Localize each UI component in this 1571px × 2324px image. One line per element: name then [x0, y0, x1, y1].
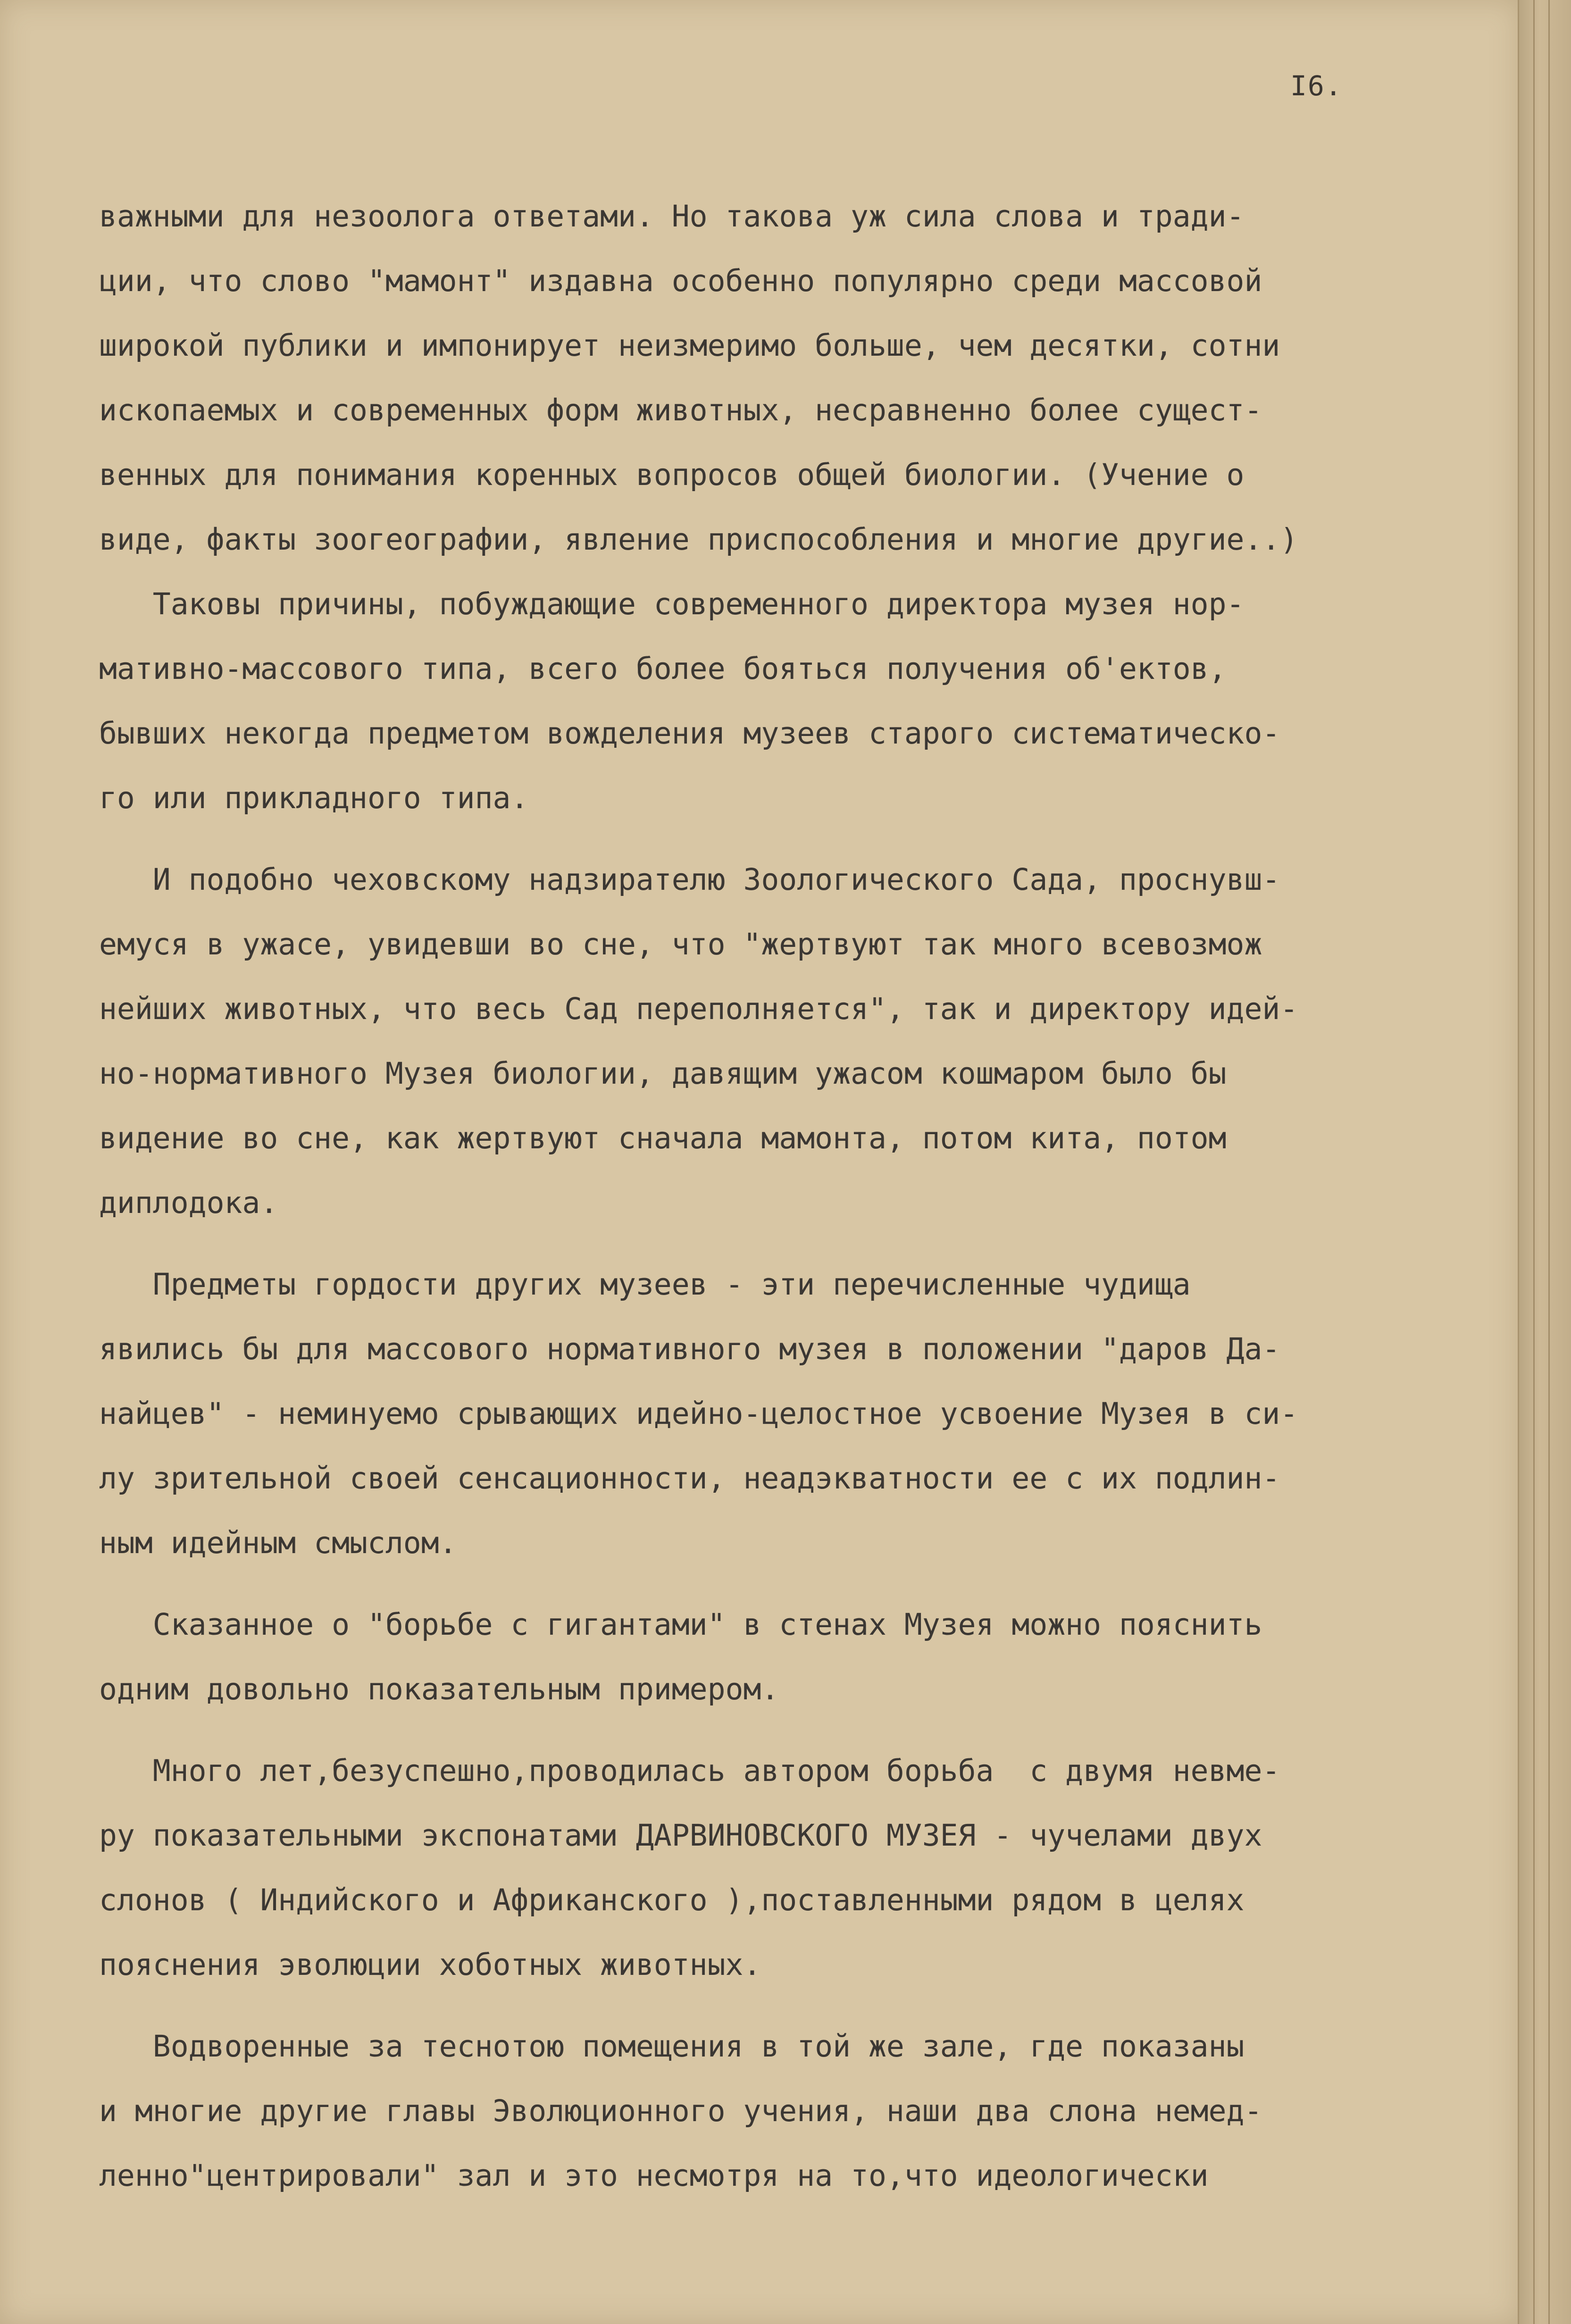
text-line: нейших животных, что весь Сад переполняется", так и директору идей- — [99, 992, 1298, 1026]
paragraph-gap — [99, 1235, 1496, 1252]
text-line: но-нормативного Музея биологии, давящим ужасом кошмаром было бы — [99, 1056, 1227, 1091]
page-edge-line — [1533, 0, 1535, 2324]
text-line: виде, факты зоогеографии, явление приспособления и многие другие..) — [99, 522, 1298, 557]
text-line: широкой публики и импонирует неизмеримо больше, чем десятки, сотни — [99, 328, 1280, 363]
text-line: лу зрительной своей сенсационности, неадэкватности ее с их подлин- — [99, 1461, 1280, 1496]
text-line: ископаемых и современных форм животных, несравненно более сущест- — [99, 393, 1262, 427]
page-number: I6. — [1290, 70, 1343, 102]
text-line: найцев" - неминуемо срывающих идейно-целостное усвоение Музея в си- — [99, 1396, 1298, 1431]
paragraph-gap — [99, 1722, 1496, 1739]
page-edge-strip — [1518, 0, 1571, 2324]
text-line: ции, что слово "мамонт" издавна особенно популярно среди массовой — [99, 264, 1262, 298]
text-line: ленно"центрировали" зал и это несмотря на то,что идеологически — [99, 2158, 1209, 2193]
text-line: слонов ( Индийского и Африканского ),поставленными рядом в целях — [99, 1883, 1245, 1917]
text-line: важными для незоолога ответами. Но такова уж сила слова и тради- — [99, 199, 1245, 234]
text-line: венных для понимания коренных вопросов общей биологии. (Учение о — [99, 458, 1245, 492]
text-line: И подобно чеховскому надзирателю Зоологического Сада, проснувш- — [99, 862, 1280, 897]
text-line: видение во сне, как жертвуют сначала мамонта, потом кита, потом — [99, 1121, 1227, 1155]
paragraph-gap — [99, 1997, 1496, 2014]
text-line: Сказанное о "борьбе с гигантами" в стенах Музея можно пояснить — [99, 1607, 1262, 1642]
text-line: ру показательными экспонатами ДАРВИНОВСКОГО МУЗЕЯ - чучелами двух — [99, 1818, 1262, 1853]
text-line: Много лет,безуспешно,проводилась автором борьба с двумя невме- — [99, 1754, 1280, 1788]
paragraph-gap — [99, 1575, 1496, 1592]
text-line: пояснения эволюции хоботных животных. — [99, 1948, 761, 1982]
text-line: ным идейным смыслом. — [99, 1526, 457, 1560]
page-edge-line — [1548, 0, 1550, 2324]
text-line: и многие другие главы Эволюционного учения, наши два слона немед- — [99, 2094, 1262, 2128]
text-line: явились бы для массового нормативного музея в положении "даров Да- — [99, 1332, 1280, 1366]
typewritten-text — [99, 184, 1496, 2208]
text-line: бывших некогда предметом вожделения музеев старого систематическо- — [99, 716, 1280, 751]
text-line: го или прикладного типа. — [99, 781, 529, 815]
text-line: Таковы причины, побуждающие современного директора музея нор- — [99, 587, 1245, 621]
text-line: диплодока. — [99, 1186, 278, 1220]
text-line: Водворенные за теснотою помещения в той же зале, где показаны — [99, 2029, 1245, 2064]
text-line: одним довольно показательным примером. — [99, 1672, 779, 1706]
text-line: емуся в ужасе, увидевши во сне, что "жертвуют так много всевозмож — [99, 927, 1262, 961]
text-line: Предметы гордости других музеев - эти перечисленные чудища — [99, 1267, 1191, 1302]
paragraph-gap — [99, 830, 1496, 847]
text-line: мативно-массового типа, всего более бояться получения об'ектов, — [99, 652, 1227, 686]
